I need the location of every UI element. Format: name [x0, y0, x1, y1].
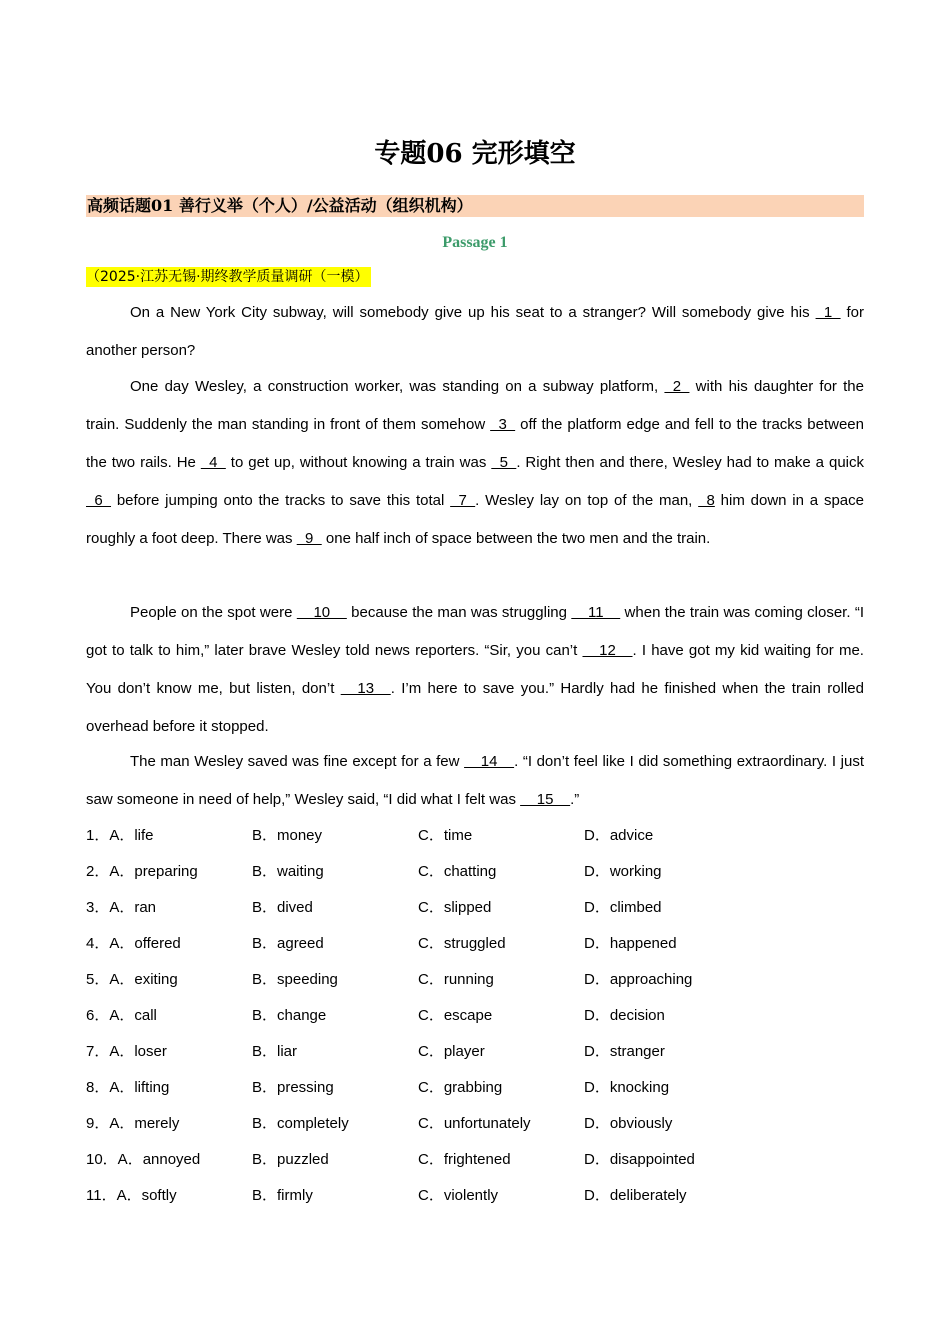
option-row-1 — [86, 818, 864, 854]
blank-4: 4 — [200, 454, 226, 471]
option-a: 5．A．exiting — [86, 971, 178, 988]
option-d: D．happened — [584, 935, 677, 952]
paragraph-text: The man Wesley saved was fine except for a few — [130, 753, 465, 770]
page-title: 专题06 完形填空 — [374, 139, 576, 169]
paragraph-text: On a New York City subway, will somebody give up his seat to a stranger? Will somebody give his — [130, 304, 816, 321]
option-row-9 — [86, 1106, 864, 1142]
option-row-3 — [86, 890, 864, 926]
option-c: C．grabbing — [418, 1079, 503, 1096]
option-a: 9．A．merely — [86, 1115, 180, 1132]
blank-6: 6 — [86, 492, 112, 509]
blank-9: 9 — [296, 530, 322, 547]
source-label: （2025·江苏无锡·期终教学质量调研（一模） — [86, 269, 369, 285]
option-b: B．dived — [252, 899, 313, 916]
option-b: B．speeding — [252, 971, 338, 988]
paragraph-text: off the platform edge and fell to the tracks between the two rails. He — [86, 416, 864, 471]
paragraph-text: People on the spot were — [130, 604, 297, 621]
blank-3: 3 — [490, 416, 516, 433]
option-b: B．agreed — [252, 935, 324, 952]
paragraph-1 — [86, 294, 864, 370]
paragraph-text: before jumping onto the tracks to save this total — [111, 492, 451, 509]
option-row-7 — [86, 1034, 864, 1070]
option-a: 7．A．loser — [86, 1043, 167, 1060]
paragraph-2 — [86, 368, 864, 558]
paragraph-text: .” — [570, 791, 580, 808]
blank-5: 5 — [491, 454, 517, 471]
option-d: D．deliberately — [584, 1187, 687, 1204]
option-row-10 — [86, 1142, 864, 1178]
option-b: B．completely — [252, 1115, 349, 1132]
option-c: C．time — [418, 827, 473, 844]
paragraph-4 — [86, 743, 864, 819]
blank-14: 14 — [464, 753, 515, 770]
blank-11: 11 — [571, 604, 621, 621]
paragraph-text: . I have got my kid waiting for me. You don’t know me, but listen, don’t — [86, 642, 864, 697]
option-row-2 — [86, 854, 864, 890]
option-b: B．pressing — [252, 1079, 334, 1096]
option-c: C．frightened — [418, 1151, 511, 1168]
option-d: D．knocking — [584, 1079, 670, 1096]
passage-title: Passage 1 — [442, 234, 508, 251]
option-b: B．money — [252, 827, 323, 844]
paragraph-text: . Wesley lay on top of the man, — [475, 492, 699, 509]
section-heading-text: 高频话题01 善行义举（个人）/公益活动（组织机构） — [87, 196, 473, 215]
option-d: D．decision — [584, 1007, 665, 1024]
paragraph-text: One day Wesley, a construction worker, was standing on a subway platform, — [130, 378, 665, 395]
blank-1: 1 — [815, 304, 841, 321]
blank-12: 12 — [582, 642, 633, 659]
option-b: B．puzzled — [252, 1151, 329, 1168]
paragraph-text: . Right then and there, Wesley had to make a quick — [516, 454, 864, 471]
option-a: 6．A．call — [86, 1007, 157, 1024]
paragraph-3 — [86, 594, 864, 746]
blank-7: 7 — [450, 492, 476, 509]
option-c: C．chatting — [418, 863, 497, 880]
paragraph-text: because the man was struggling — [346, 604, 572, 621]
option-c: C．struggled — [418, 935, 506, 952]
blank-10: 10 — [296, 604, 347, 621]
paragraph-text: . I’m here to save you.” Hardly had he finished when the train rolled overhead before it stopped. — [86, 680, 864, 735]
paragraph-text: to get up, without knowing a train was — [225, 454, 492, 471]
blank-15: 15 — [520, 791, 571, 808]
blank-2: 2 — [664, 378, 690, 395]
section-heading — [86, 195, 864, 217]
option-row-6 — [86, 998, 864, 1034]
option-b: B．liar — [252, 1043, 298, 1060]
option-c: C．running — [418, 971, 494, 988]
option-c: C．escape — [418, 1007, 493, 1024]
blank-8: 8 — [698, 492, 715, 509]
option-d: D．disappointed — [584, 1151, 695, 1168]
option-a: 3．A．ran — [86, 899, 157, 916]
option-c: C．unfortunately — [418, 1115, 531, 1132]
blank-13: 13 — [340, 680, 391, 697]
option-row-8 — [86, 1070, 864, 1106]
option-row-11 — [86, 1178, 864, 1214]
paragraph-text: him down in a space roughly a foot deep. There was — [86, 492, 864, 547]
option-a: 11．A．softly — [86, 1187, 177, 1204]
paragraph-text: when the train was coming closer. “I got to talk to him,” later brave Wesley told news reporters. “Sir, you can’t — [86, 604, 864, 659]
option-a: 2．A．preparing — [86, 863, 198, 880]
option-a: 8．A．lifting — [86, 1079, 170, 1096]
option-a: 1．A．life — [86, 827, 154, 844]
paragraph-text: for another person? — [86, 304, 864, 359]
paragraph-text: with his daughter for the train. Suddenly the man standing in front of them somehow — [86, 378, 864, 433]
option-d: D．advice — [584, 827, 654, 844]
option-c: C．player — [418, 1043, 485, 1060]
option-a: 4．A．offered — [86, 935, 181, 952]
option-d: D．obviously — [584, 1115, 673, 1132]
paragraph-text: one half inch of space between the two men and the train. — [321, 530, 711, 547]
paragraph-text: . “I don’t feel like I did something extraordinary. I just saw someone in need of help,” Wesley said, “I did what I felt was — [86, 753, 864, 808]
option-b: B．change — [252, 1007, 327, 1024]
option-b: B．firmly — [252, 1187, 313, 1204]
options-list — [86, 818, 864, 1214]
option-d: D．climbed — [584, 899, 662, 916]
option-c: C．slipped — [418, 899, 492, 916]
option-b: B．waiting — [252, 863, 324, 880]
option-d: D．approaching — [584, 971, 693, 988]
option-c: C．violently — [418, 1187, 499, 1204]
option-d: D．stranger — [584, 1043, 665, 1060]
option-a: 10．A．annoyed — [86, 1151, 201, 1168]
option-row-4 — [86, 926, 864, 962]
option-d: D．working — [584, 863, 662, 880]
option-row-5 — [86, 962, 864, 998]
